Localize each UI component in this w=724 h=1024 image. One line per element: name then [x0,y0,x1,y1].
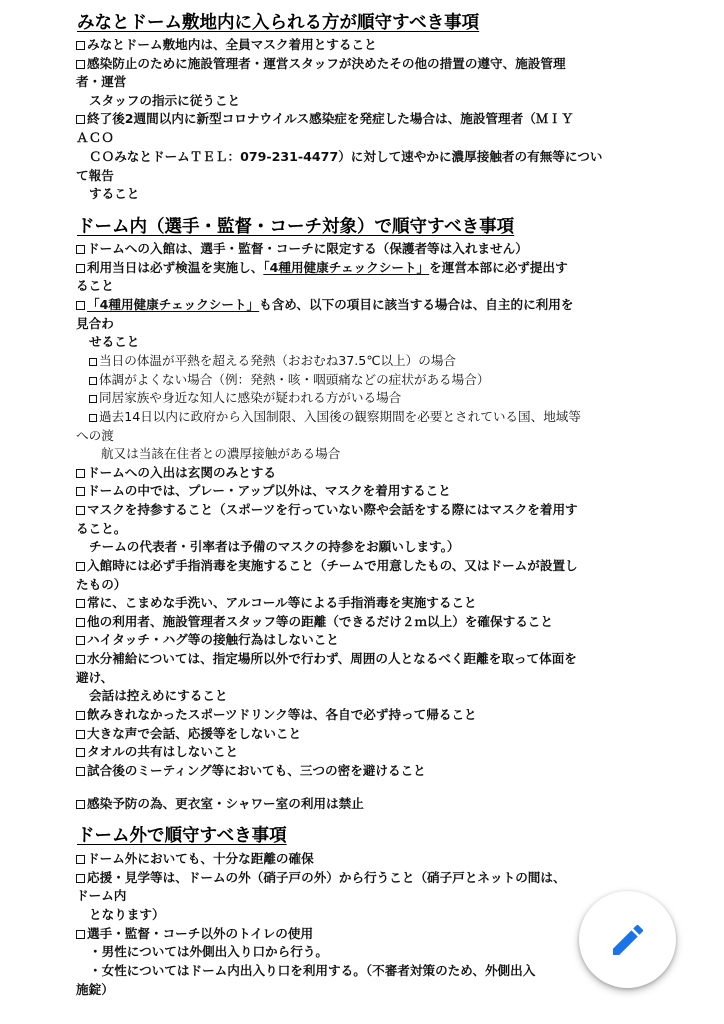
checkbox-icon [76,301,85,310]
pencil-edit-icon [608,920,648,960]
rule-line: 試合後のミーティング等においても、三つの密を避けること [76,763,426,779]
sub-rule-line: 体調がよくない場合（例：発熱・咳・咽頭痛などの症状がある場合） [89,372,489,388]
sub-rule-line: 当日の体温が平熱を超える発熱（おおむね37.5℃以上）の場合 [89,353,456,369]
rule-line-cont: 会話は控えめにすること [89,688,228,703]
checkbox-icon [76,506,85,515]
rule-line: 選手・監督・コーチ以外のトイレの使用 [76,926,313,942]
rule-line: 大きな声で会話、応援等をしないこと [76,726,301,742]
checkbox-icon [76,767,85,776]
checkbox-icon [76,245,85,254]
checkbox-icon [76,874,85,883]
edit-fab-button[interactable] [579,891,676,988]
rule-line-cont: ・女性についてはドーム内出入り口を利用する。（不審者対策のため、外側出入 [89,963,536,978]
rule-line: 利用当日は必ず検温を実施し、「4種用健康チェックシート」を運営本部に必ず提出す [76,260,568,276]
checkbox-icon [76,930,85,939]
checkbox-icon [76,618,85,627]
rule-line-cont: ＣＯみなとドームＴＥＬ：079-231-4477）に対して速やかに濃厚接触者の有無等につい [89,149,603,164]
checkbox-icon [76,748,85,757]
rule-line: 水分補給については、指定場所以外で行わず、周囲の人となるべく距離を取って体面を [76,651,577,667]
checkbox-icon [89,377,97,385]
checkbox-icon [76,636,85,645]
rule-line-cont: 避け、 [76,670,114,685]
rule-line-cont: ドーム内 [76,888,127,903]
rule-line: 感染防止のために施設管理者・運営スタッフが決めたその他の措置の遵守、施設管理 [76,56,566,72]
rule-line: 応援・見学等は、ドームの外（硝子戸の外）から行うこと（硝子戸とネットの間は、 [76,870,566,886]
rule-line: ドーム外においても、十分な距離の確保 [76,851,314,867]
rule-line-cont: たもの） [76,577,127,592]
checkbox-icon [76,730,85,739]
sub-rule-line-cont: 航又は当該在住者との濃厚接触がある場合 [101,446,341,461]
rule-line-cont: 者・運営 [76,74,127,89]
rule-line: 終了後2週間以内に新型コロナウイルス感染症を発症した場合は、施設管理者（ＭＩＹ [76,111,574,127]
rule-line-cont: ること [76,278,114,293]
checkbox-icon [76,60,85,69]
checkbox-icon [76,562,85,571]
rule-line: ドームの中では、プレー・アップ以外は、マスクを着用すること [76,483,451,499]
checkbox-icon [76,41,85,50]
checkbox-icon [89,414,97,422]
checkbox-icon [76,800,85,809]
rule-line: みなとドーム敷地内は、全員マスク着用とすること [76,37,377,53]
rule-line-cont: ること。 [76,521,127,536]
checkbox-icon [76,711,85,720]
checkbox-icon [89,358,97,366]
checkbox-icon [76,655,85,664]
checkbox-icon [76,599,85,608]
rule-line-cont: 見合わ [76,316,114,331]
sub-rule-line: 同居家族や身近な知人に感染が疑われる方がいる場合 [89,390,401,406]
rule-line: ハイタッチ・ハグ等の接触行為はしないこと [76,632,339,648]
checkbox-icon [89,395,97,403]
rule-line-cont: スタッフの指示に従うこと [89,93,241,108]
rule-line-cont: ＡＣＯ [76,130,114,145]
rule-line: 他の利用者、施設管理者スタッフ等の距離（できるだけ２ｍ以上）を確保すること [76,614,553,630]
rule-line-cont: て報告 [76,168,114,183]
rule-line: 「4種用健康チェックシート」も含め、以下の項目に該当する場合は、自主的に利用を [76,297,573,313]
section-heading-outside-dome: ドーム外で順守すべき事項 [77,826,287,846]
rule-line: ドームへの入館は、選手・監督・コーチに限定する（保護者等は入れません） [76,241,528,257]
rule-line-cont: となります） [89,907,165,922]
rule-line-cont: チームの代表者・引率者は予備のマスクの持参をお願いします。） [89,539,460,554]
rule-line: ドームへの入出は玄関のみとする [76,465,276,481]
rule-line-cont: すること [89,186,140,201]
health-check-sheet-link: 「4種用健康チェックシート」 [263,260,430,275]
sub-rule-line: 過去14日以内に政府から入国制限、入国後の観察期間を必要とされている国、地域等 [89,409,581,425]
rule-line: 感染予防の為、更衣室・シャワー室の利用は禁止 [76,796,364,812]
rule-line-cont: ・男性については外側出入り口から行う。 [89,944,329,959]
section-heading-inside-dome: ドーム内（選手・監督・コーチ対象）で順守すべき事項 [77,217,515,237]
rule-line-cont: 施錠） [76,982,114,997]
rule-line: マスクを持参すること（スポーツを行っていない際や会話をする際にはマスクを着用す [76,502,578,518]
rule-line: 飲みきれなかったスポーツドリンク等は、各自で必ず持って帰ること [76,707,477,723]
rule-line-cont: せること [89,334,140,349]
checkbox-icon [76,855,85,864]
checkbox-icon [76,115,85,124]
rule-line: タオルの共有はしないこと [76,744,238,760]
checkbox-icon [76,469,85,478]
section-heading-site: みなとドーム敷地内に入られる方が順守すべき事項 [77,13,480,33]
health-check-sheet-link: 「4種用健康チェックシート」 [87,297,260,312]
rule-line: 入館時には必ず手指消毒を実施すること（チームで用意したもの、又はドームが設置し [76,558,578,574]
sub-rule-line-cont: への渡 [76,428,114,443]
checkbox-icon [76,264,85,273]
rule-line: 常に、こまめな手洗い、アルコール等による手指消毒を実施すること [76,595,477,611]
checkbox-icon [76,487,85,496]
